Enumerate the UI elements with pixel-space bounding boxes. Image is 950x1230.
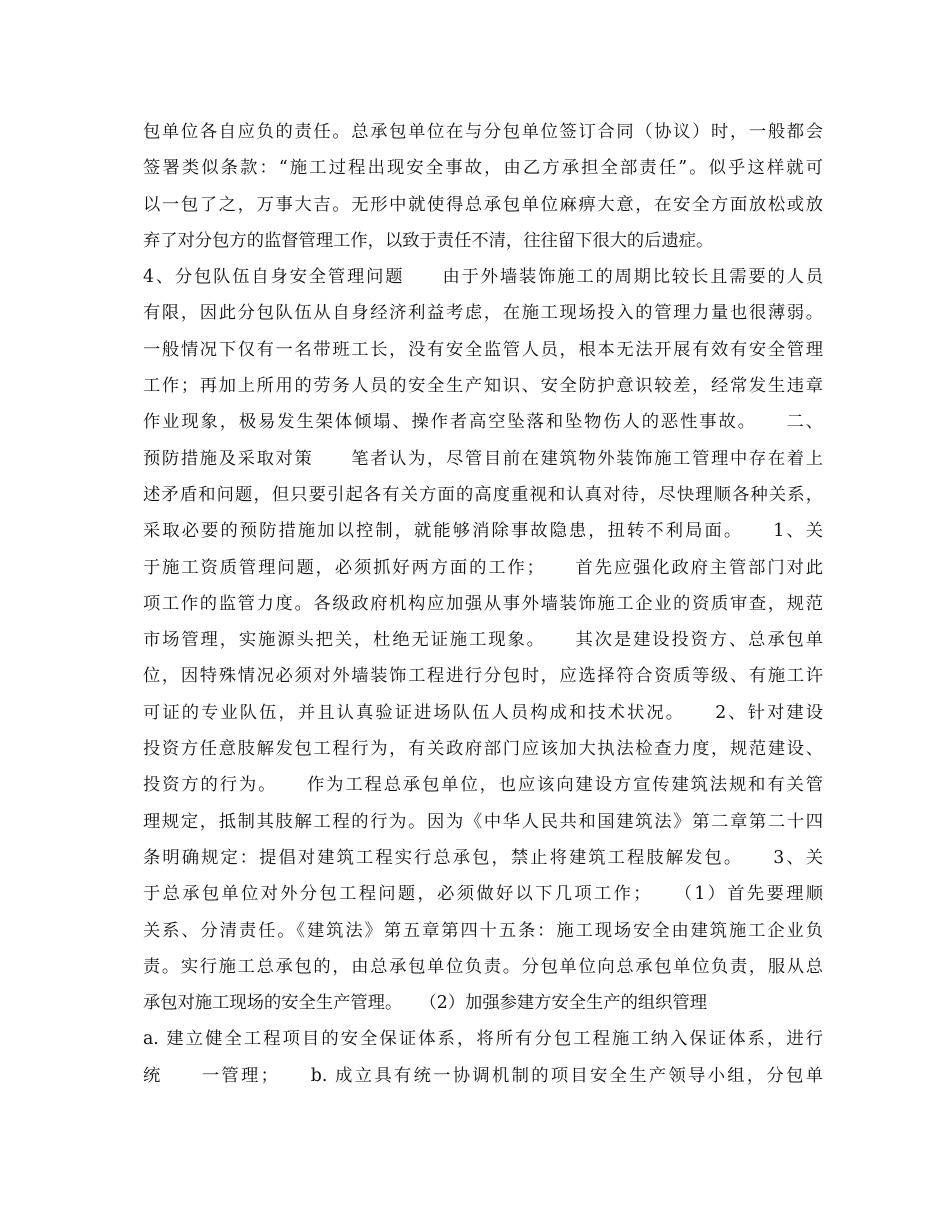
text-line: 有限，因此分包队伍从自身经济利益考虑，在施工现场投入的管理力量也很薄弱。: [143, 303, 823, 324]
text-line: 理规定，抵制其肢解工程的行为。因为《中华人民共和国建筑法》第二章第二十四: [143, 811, 823, 832]
text-line: 承包对施工现场的安全生产管理。 （2）加强参建方安全生产的组织管理: [143, 993, 707, 1014]
text-line: 市场管理，实施源头把关，杜绝无证施工现象。 其次是建设投资方、总承包单: [143, 630, 823, 651]
text-line: 作业现象，极易发生架体倾塌、操作者高空坠落和坠物伤人的恶性事故。 二、: [143, 412, 823, 433]
text-line: 于施工资质管理问题，必须抓好两方面的工作； 首先应强化政府主管部门对此: [143, 557, 823, 578]
text-line: a. 建立健全工程项目的安全保证体系，将所有分包工程施工纳入保证体系，进行: [143, 1029, 823, 1050]
text-line: 关系、分清责任。《建筑法》第五章第四十五条：施工现场安全由建筑施工企业负: [143, 920, 823, 941]
text-line: 包单位各自应负的责任。总承包单位在与分包单位签订合同（协议）时，一般都会: [143, 122, 823, 142]
text-line: 可证的专业队伍，并且认真验证进场队伍人员构成和技术状况。 2、针对建设: [143, 702, 823, 723]
text-line: 签署类似条款：“施工过程出现安全事故，由乙方承担全部责任”。似乎这样就可: [143, 158, 823, 179]
text-line: 弃了对分包方的监督管理工作，以致于责任不清，往往留下很大的后遗症。: [143, 230, 714, 251]
text-line: 项工作的监管力度。各级政府机构应加强从事外墙装饰施工企业的资质审查，规范: [143, 593, 823, 614]
text-line: 统 一管理； b. 成立具有统一协调机制的项目安全生产领导小组，分包单: [143, 1065, 823, 1086]
text-line: 投资方的行为。 作为工程总承包单位，也应该向建设方宣传建筑法规和有关管: [143, 775, 823, 796]
text-line: 以一包了之，万事大吉。无形中就使得总承包单位麻痹大意，在安全方面放松或放: [143, 194, 823, 215]
text-line: 于总承包单位对外分包工程问题，必须做好以下几项工作； （1）首先要理顺: [143, 884, 823, 905]
text-line: 投资方任意肢解发包工程行为，有关政府部门应该加大执法检查力度，规范建设、: [143, 739, 823, 760]
text-line: 工作；再加上所用的劳务人员的安全生产知识、安全防护意识较差，经常发生违章: [143, 376, 823, 397]
body-text: [143, 114, 823, 1094]
text-line: 预防措施及采取对策 笔者认为，尽管目前在建筑物外装饰施工管理中存在着上: [143, 448, 823, 469]
text-line: 位，因特殊情况必须对外墙装饰工程进行分包时，应选择符合资质等级、有施工许: [143, 666, 823, 687]
text-line: 条明确规定：提倡对建筑工程实行总承包，禁止将建筑工程肢解发包。 3、关: [143, 847, 823, 868]
text-line: 述矛盾和问题，但只要引起各有关方面的高度重视和认真对待，尽快理顺各种关系，: [143, 484, 823, 505]
text-line: 采取必要的预防措施加以控制，就能够消除事故隐患，扭转不利局面。 1、关: [143, 521, 823, 542]
text-line: 责。实行施工总承包的，由总承包单位负责。分包单位向总承包单位负责，服从总: [143, 956, 823, 977]
text-line: 一般情况下仅有一名带班工长，没有安全监管人员，根本无法开展有效有安全管理: [143, 339, 823, 360]
text-line: 4、分包队伍自身安全管理问题 由于外墙装饰施工的周期比较长且需要的人员: [143, 267, 823, 288]
